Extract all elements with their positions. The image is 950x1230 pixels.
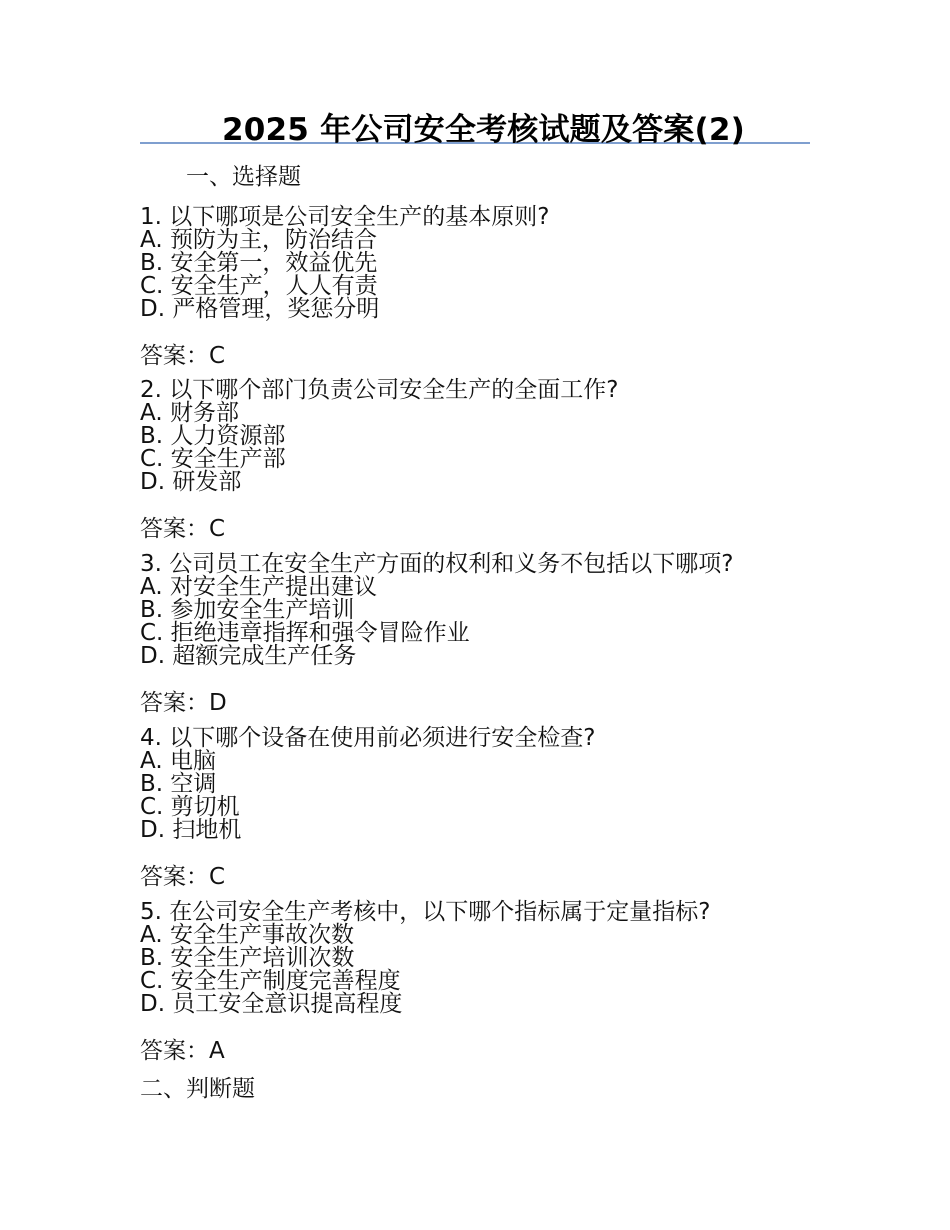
option-c: C. 安全生产，人人有责 bbox=[140, 273, 378, 299]
answer-text: 答案：C bbox=[140, 516, 226, 542]
option-d: D. 研发部 bbox=[140, 469, 242, 495]
question-text: 5. 在公司安全生产考核中，以下哪个指标属于定量指标? bbox=[140, 899, 711, 925]
option-a: A. 财务部 bbox=[140, 400, 239, 426]
option-a: A. 安全生产事故次数 bbox=[140, 922, 354, 948]
option-a: A. 电脑 bbox=[140, 748, 216, 774]
option-b: B. 参加安全生产培训 bbox=[140, 597, 355, 623]
answer-text: 答案：A bbox=[140, 1038, 225, 1064]
option-c: C. 拒绝违章指挥和强令冒险作业 bbox=[140, 620, 470, 646]
option-d: D. 超额完成生产任务 bbox=[140, 643, 357, 669]
question-block-1 bbox=[140, 206, 820, 369]
section-heading-judgement: 二、判断题 bbox=[140, 1076, 255, 1102]
question-text: 4. 以下哪个设备在使用前必须进行安全检查? bbox=[140, 725, 596, 751]
option-c: C. 剪切机 bbox=[140, 794, 240, 820]
title-underline bbox=[140, 100, 810, 148]
page-title: 2025 年公司安全考核试题及答案(2) bbox=[222, 112, 745, 148]
answer-text: 答案：D bbox=[140, 690, 227, 716]
question-block-4 bbox=[140, 727, 820, 890]
option-b: B. 安全第一，效益优先 bbox=[140, 250, 378, 276]
option-c: C. 安全生产制度完善程度 bbox=[140, 968, 401, 994]
answer-text: 答案：C bbox=[140, 343, 226, 369]
option-d: D. 严格管理，奖惩分明 bbox=[140, 296, 380, 322]
question-text: 1. 以下哪项是公司安全生产的基本原则? bbox=[140, 204, 550, 230]
option-c: C. 安全生产部 bbox=[140, 446, 286, 472]
question-block-3 bbox=[140, 553, 820, 716]
section-heading-choice: 一、选择题 bbox=[186, 164, 301, 190]
question-text: 2. 以下哪个部门负责公司安全生产的全面工作? bbox=[140, 377, 619, 403]
answer-text: 答案：C bbox=[140, 864, 226, 890]
option-d: D. 员工安全意识提高程度 bbox=[140, 991, 403, 1017]
question-block-5 bbox=[140, 901, 820, 1064]
option-a: A. 对安全生产提出建议 bbox=[140, 574, 377, 600]
option-a: A. 预防为主，防治结合 bbox=[140, 227, 377, 253]
option-d: D. 扫地机 bbox=[140, 817, 242, 843]
question-block-2 bbox=[140, 379, 820, 542]
option-b: B. 空调 bbox=[140, 771, 217, 797]
option-b: B. 人力资源部 bbox=[140, 423, 286, 449]
question-text: 3. 公司员工在安全生产方面的权利和义务不包括以下哪项? bbox=[140, 551, 734, 577]
option-b: B. 安全生产培训次数 bbox=[140, 945, 355, 971]
